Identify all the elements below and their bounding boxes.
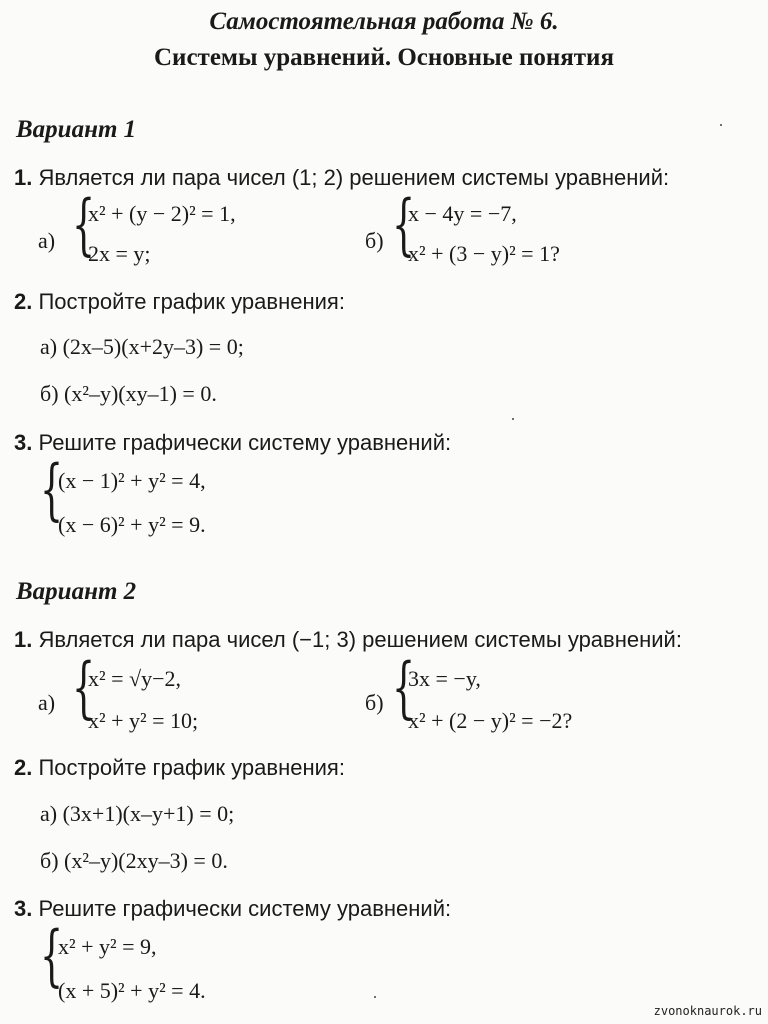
v2-q1b-eq2: x² + (2 − y)² = −2? [408, 708, 573, 733]
brace-icon: { [392, 649, 416, 726]
v1-q1-number: 1. [14, 165, 33, 190]
page-title: Самостоятельная работа № 6. [209, 8, 559, 35]
v2-q1a-eq2: x² + y² = 10; [88, 708, 199, 733]
v2-q3-text: Решите графически систему уравнений: [38, 896, 452, 921]
v1-q2-line [14, 289, 345, 315]
scan-speck [512, 418, 514, 420]
v1-q1a-eq1: x² + (y − 2)² = 1, [88, 201, 236, 226]
variant2-heading: Вариант 2 [16, 578, 137, 605]
watermark: zvonoknaurok.ru [653, 1004, 762, 1018]
v1-q3-eq2: (x − 6)² + y² = 9. [58, 512, 206, 537]
v2-q1a-eq1: x² = √y−2, [88, 666, 181, 691]
v2-q2a-equation: а) (3x+1)(x–y+1) = 0; [40, 801, 235, 826]
v1-q1b-letter: б) [365, 228, 384, 253]
scan-speck [374, 996, 376, 998]
scan-speck [720, 124, 722, 126]
variant1-heading: Вариант 1 [16, 116, 137, 143]
brace-icon: { [72, 186, 96, 263]
v1-q1-text: Является ли пара чисел (1; 2) решением системы уравнений: [38, 165, 670, 190]
v1-q3-number: 3. [14, 430, 33, 455]
v1-q2-text: Постройте график уравнения: [38, 289, 345, 314]
v1-q3-text: Решите графически систему уравнений: [38, 430, 452, 455]
v2-q1a-letter: а) [38, 690, 56, 715]
v1-q1b-eq1: x − 4y = −7, [408, 201, 517, 226]
v2-q2-number: 2. [14, 755, 33, 780]
v2-q1b-letter: б) [365, 690, 384, 715]
v1-q3-system [40, 451, 340, 544]
brace-icon: { [40, 451, 64, 528]
v2-q1-number: 1. [14, 627, 33, 652]
v1-q1-line [14, 165, 669, 191]
brace-icon: { [72, 649, 96, 726]
v2-q1b-system [392, 649, 652, 742]
v1-q1b-eq2: x² + (3 − y)² = 1? [408, 241, 560, 266]
v2-q2-line [14, 755, 345, 781]
brace-icon: { [392, 186, 416, 263]
v1-q1a-system [72, 186, 332, 279]
v1-q3-line [14, 430, 451, 456]
v1-q1b-system [392, 186, 652, 279]
v1-q1a-eq2: 2x = y; [88, 241, 151, 266]
page-subtitle: Системы уравнений. Основные понятия [154, 44, 614, 71]
v2-q2b-equation: б) (x²–y)(2xy–3) = 0. [40, 848, 228, 873]
v2-q1b-eq1: 3x = −y, [408, 666, 481, 691]
v1-q1a-letter: а) [38, 228, 56, 253]
v2-q3-eq2: (x + 5)² + y² = 4. [58, 978, 206, 1003]
v2-q3-line [14, 896, 451, 922]
v2-q3-system [40, 917, 340, 1010]
brace-icon: { [40, 917, 64, 994]
v2-q1-line [14, 627, 682, 653]
v2-q3-number: 3. [14, 896, 33, 921]
v1-q2-number: 2. [14, 289, 33, 314]
v1-q3-eq1: (x − 1)² + y² = 4, [58, 468, 206, 493]
v1-q2b-equation: б) (x²–y)(xy–1) = 0. [40, 381, 217, 406]
v2-q1-text: Является ли пара чисел (−1; 3) решением системы уравнений: [38, 627, 682, 652]
v1-q2a-equation: а) (2x–5)(x+2y–3) = 0; [40, 334, 244, 359]
v2-q1a-system [72, 649, 332, 742]
v2-q2-text: Постройте график уравнения: [38, 755, 345, 780]
v2-q3-eq1: x² + y² = 9, [58, 934, 157, 959]
